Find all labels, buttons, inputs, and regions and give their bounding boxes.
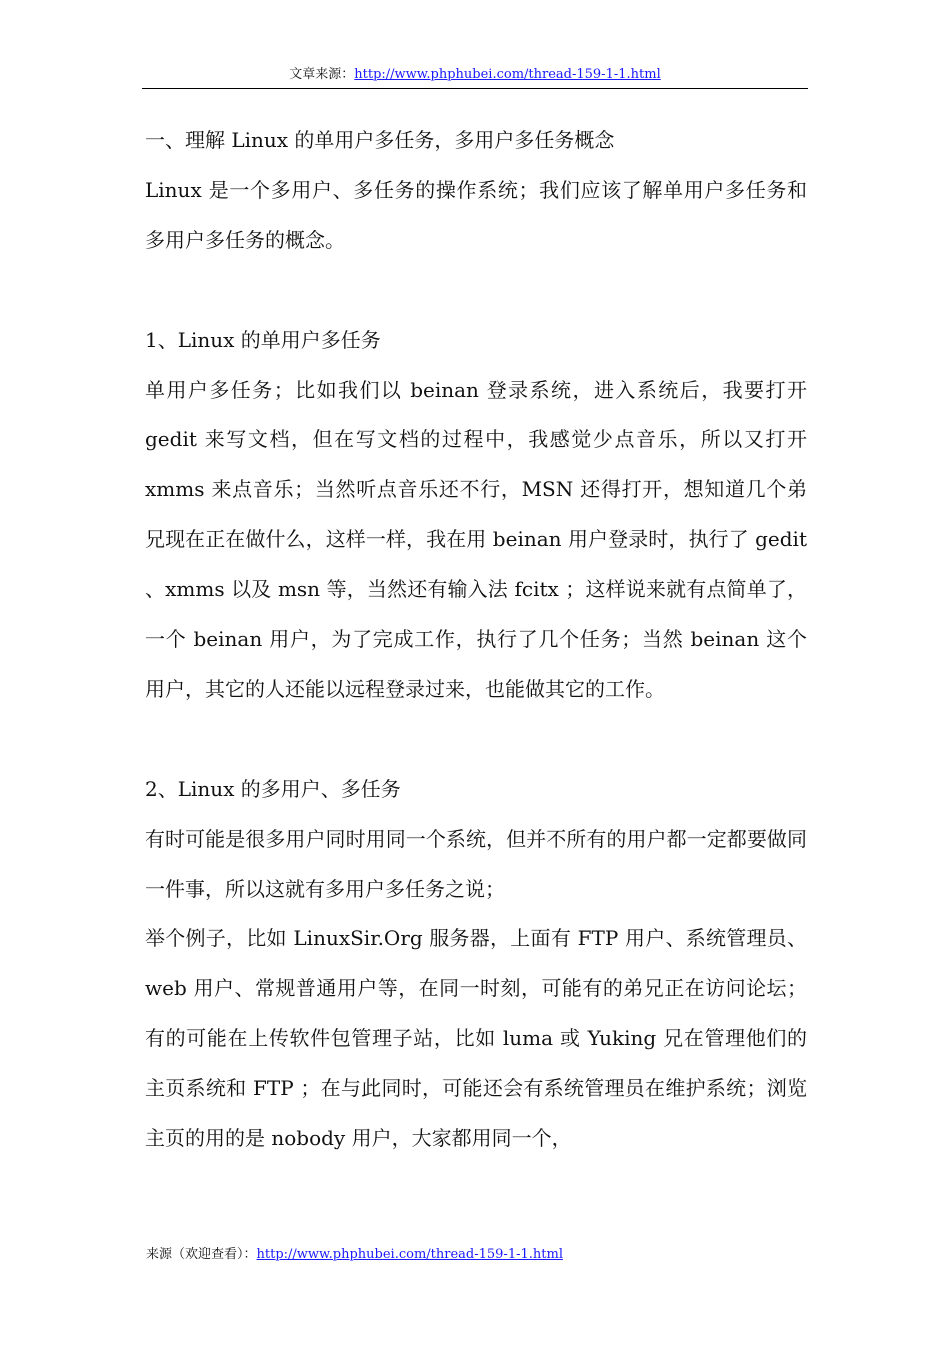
section-heading-single-user: 1、Linux 的单用户多任务 (145, 327, 381, 352)
intro-paragraph: Linux 是一个多用户、多任务的操作系统；我们应该了解单用户多任务和多用户多任务的概念。 (145, 177, 807, 252)
paragraph-spacer (145, 266, 807, 316)
header-source-label: 文章来源： (289, 67, 355, 82)
multi-user-paragraph: 有时可能是很多用户同时用同一个系统，但并不所有的用户都一定都要做同一件事，所以这就有多用户多任务之说； (145, 826, 807, 901)
document-body (145, 116, 807, 1164)
paragraph-spacer (145, 715, 807, 765)
page-header (0, 66, 950, 84)
section-heading-concepts: 一、理解 Linux 的单用户多任务，多用户多任务概念 (145, 128, 615, 152)
example-paragraph: 举个例子，比如 LinuxSir.Org 服务器，上面有 FTP 用户、系统管理员、web 用户、常规普通用户等，在同一时刻，可能有的弟兄正在访问论坛；有的可能在上传软件包管理子站，比如 luma 或 Yuking 兄在管理他们的主页系统和 FTP ；在与此同时，可能还会有系统管理员在维护系统；浏览主页的用的是 nobody 用户，大家都用同一个， (145, 926, 807, 1151)
section-heading-multi-user: 2、Linux 的多用户、多任务 (145, 776, 401, 801)
footer-source-link[interactable]: http://www.phphubei.com/thread-159-1-1.html (256, 1247, 563, 1262)
page-footer (146, 1246, 563, 1264)
footer-source-label: 来源（欢迎查看）： (146, 1247, 257, 1262)
header-divider (142, 88, 808, 89)
single-user-paragraph: 单用户多任务；比如我们以 beinan 登录系统，进入系统后，我要打开 gedit 来写文档，但在写文档的过程中，我感觉少点音乐，所以又打开 xmms 来点音乐；当然听点音乐还不行，MSN 还得打开，想知道几个弟兄现在正在做什么，这样一样，我在用 beinan 用户登录时，执行了 gedit 、xmms 以及 msn 等，当然还有输入法 fcitx ；这样说来就有点简单了，一个 beinan 用户，为了完成工作，执行了几个任务；当然 beinan 这个用户，其它的人还能以远程登录过来，也能做其它的工作。 (145, 377, 807, 701)
header-source-link[interactable]: http://www.phphubei.com/thread-159-1-1.html (354, 67, 661, 82)
